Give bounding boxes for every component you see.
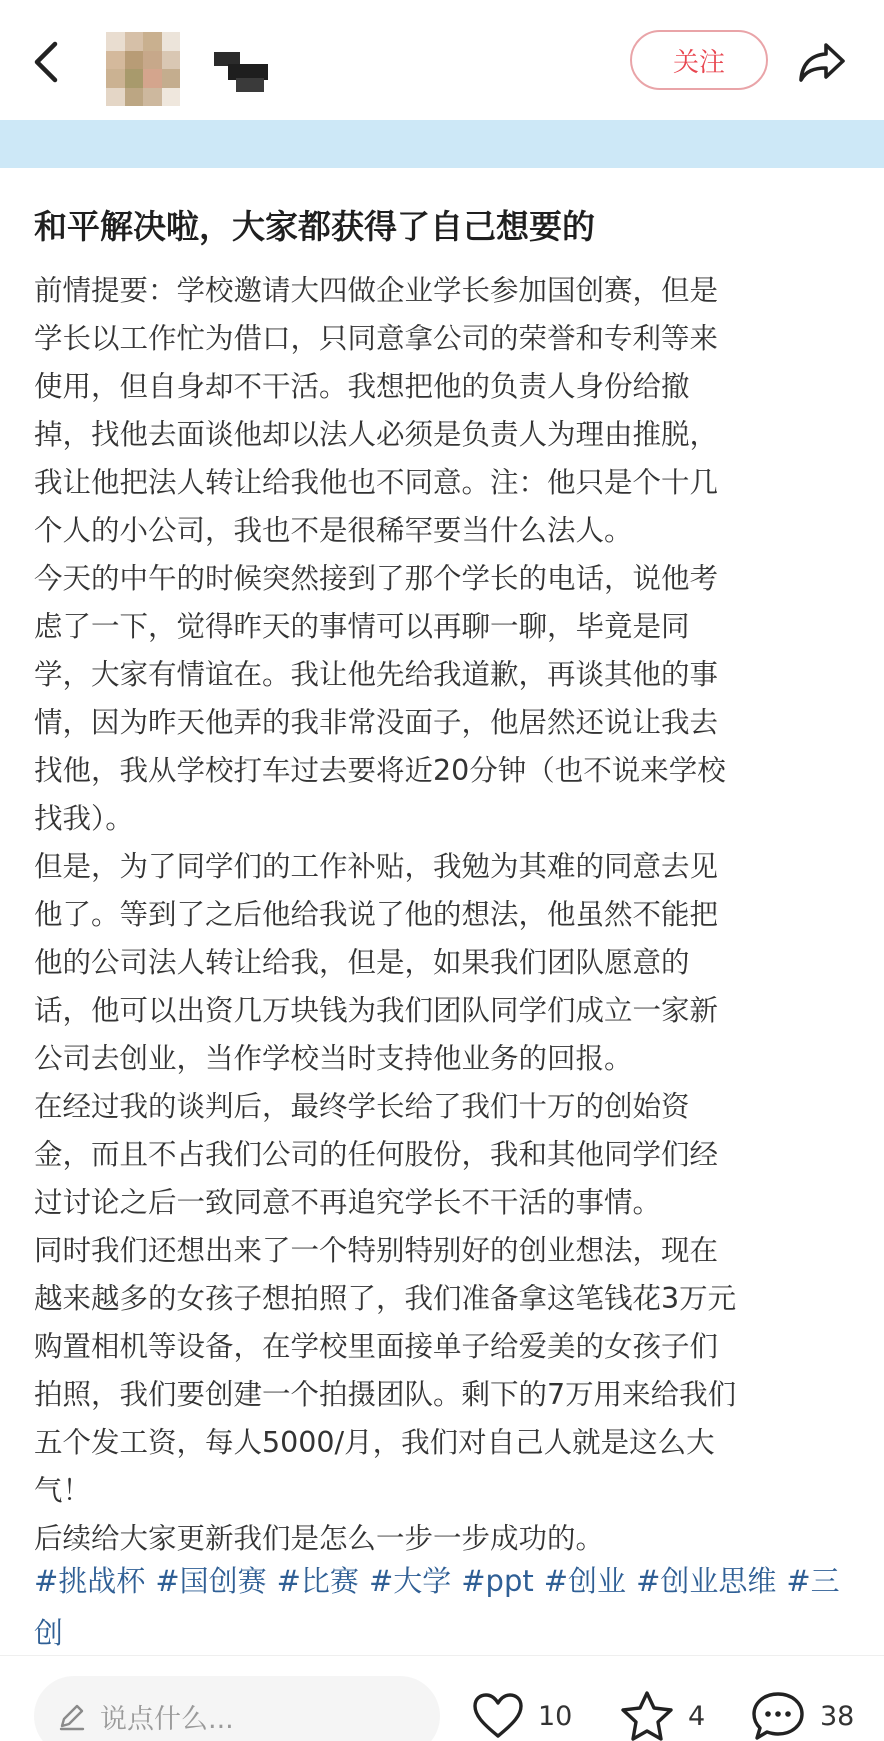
hashtag-link[interactable]: #创业思维 [636,1564,777,1598]
body-line: 找我）。 [34,802,134,835]
avatar[interactable] [106,32,180,106]
body-line: 情，因为昨天他弄的我非常没面子，他居然还说让我去 [34,706,719,739]
favorite-button[interactable] [620,1684,705,1741]
body-line: 话，他可以出资几万块钱为我们团队同学们成立一家新 [34,994,719,1027]
hashtag-link[interactable]: 创 [34,1616,64,1650]
body-line: 但是，为了同学们的工作补贴，我勉为其难的同意去见 [34,850,719,883]
follow-button[interactable]: 关注 [630,30,768,90]
banner-strip [0,120,884,168]
share-arrow-icon [797,40,847,84]
pencil-icon [56,1700,88,1732]
hashtag-link[interactable]: #创业 [543,1564,627,1598]
hashtag-link[interactable]: #挑战杯 [34,1564,146,1598]
body-line: 金，而且不占我们公司的任何股份，我和其他同学们经 [34,1138,719,1171]
body-line: 学，大家有情谊在。我让他先给我道歉，再谈其他的事 [34,658,719,691]
body-line: 气！ [34,1474,92,1507]
speech-bubble-icon [750,1690,806,1741]
star-icon [620,1690,674,1741]
body-line: 他的公司法人转让给我，但是，如果我们团队愿意的 [34,946,690,979]
body-line: 使用，但自身却不干活。我想把他的负责人身份给撤 [34,370,690,403]
body-line: 他了。等到了之后他给我说了他的想法，他虽然不能把 [34,898,719,931]
body-line: 今天的中午的时候突然接到了那个学长的电话，说他考 [34,562,719,595]
hashtag-link[interactable]: #国创赛 [155,1564,267,1598]
body-line: 越来越多的女孩子想拍照了，我们准备拿这笔钱花3万元 [34,1282,737,1315]
body-line: 五个发工资，每人5000/月，我们对自己人就是这么大 [34,1426,715,1459]
body-line: 虑了一下，觉得昨天的事情可以再聊一聊，毕竟是同 [34,610,690,643]
body-line: 后续给大家更新我们是怎么一步一步成功的。 [34,1522,605,1555]
share-button[interactable] [792,34,852,90]
post-title: 和平解决啦，大家都获得了自己想要的 [34,207,595,246]
body-line: 前情提要：学校邀请大四做企业学长参加国创赛，但是 [34,274,719,307]
favorite-count: 4 [688,1700,706,1732]
hashtag-list [34,1555,854,1659]
back-button[interactable] [22,30,68,94]
chevron-left-icon [31,40,59,84]
post-body [34,267,858,1563]
body-line: 我让他把法人转让给我他也不同意。注：他只是个十几 [34,466,719,499]
like-count: 10 [538,1700,573,1732]
body-line: 掉，找他去面谈他却以法人必须是负责人为理由推脱， [34,418,719,451]
body-line: 公司去创业，当作学校当时支持他业务的回报。 [34,1042,633,1075]
body-line: 学长以工作忙为借口，只同意拿公司的荣誉和专利等来 [34,322,719,355]
body-line: 同时我们还想出来了一个特别特别好的创业想法，现在 [34,1234,719,1267]
username-mosaic [214,52,270,92]
body-line: 拍照，我们要创建一个拍摄团队。剩下的7万用来给我们 [34,1378,737,1411]
comment-count: 38 [820,1700,855,1732]
body-line: 找他，我从学校打车过去要将近20分钟（也不说来学校 [34,754,726,787]
comment-input[interactable] [34,1676,440,1741]
footer-divider [0,1655,884,1656]
hashtag-link[interactable]: #ppt [461,1564,534,1598]
hashtag-link[interactable]: #比赛 [276,1564,359,1598]
hashtag-link[interactable]: #三 [786,1564,840,1598]
heart-icon [472,1692,524,1740]
hashtag-link[interactable]: #大学 [368,1564,452,1598]
body-line: 在经过我的谈判后，最终学长给了我们十万的创始资 [34,1090,690,1123]
hashtag-row [34,1555,854,1607]
comments-button[interactable] [750,1684,854,1741]
like-button[interactable] [472,1684,572,1741]
comment-placeholder: 说点什么... [100,1703,234,1735]
top-bar [0,0,884,120]
body-line: 过讨论之后一致同意不再追究学长不干活的事情。 [34,1186,662,1219]
hashtag-row [34,1607,854,1659]
body-line: 个人的小公司，我也不是很稀罕要当什么法人。 [34,514,633,547]
body-line: 购置相机等设备，在学校里面接单子给爱美的女孩子们 [34,1330,719,1363]
